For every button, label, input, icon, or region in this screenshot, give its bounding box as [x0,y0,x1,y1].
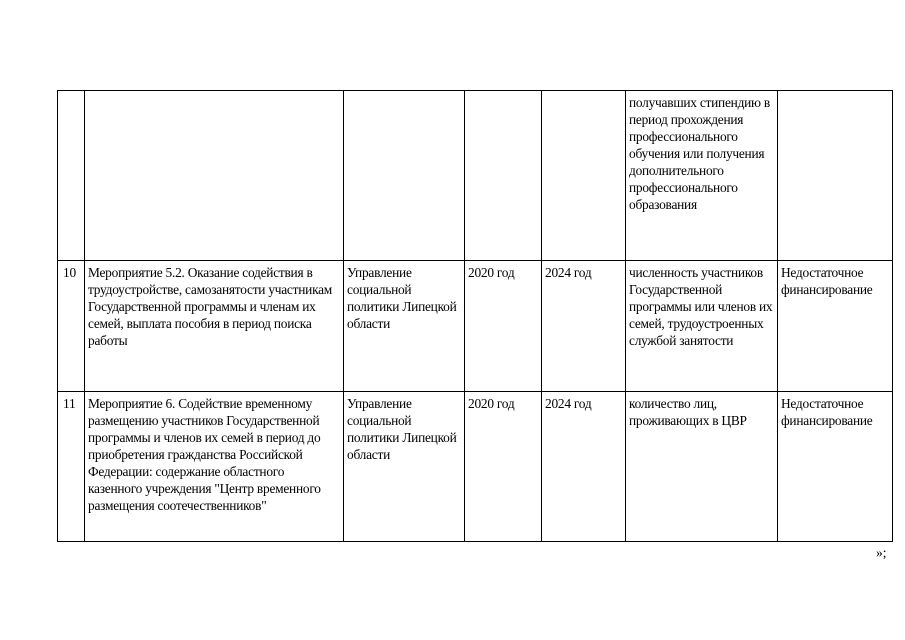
executor-cell: Управление социальной политики Липецкой области [344,392,465,542]
start-year-cell: 2020 год [465,392,542,542]
indicator-cell: численность участников Государственной программы или членов их семей, трудоустроенных службой занятости [626,261,778,392]
row-number-cell: 10 [58,261,85,392]
risk-cell: Недостаточное финансирование [778,261,893,392]
table-row [58,392,893,542]
start-year-cell: 2020 год [465,261,542,392]
program-measures-table [57,90,893,542]
executor-cell: Управление социальной политики Липецкой области [344,261,465,392]
risk-cell [778,91,893,261]
row-number-cell [58,91,85,261]
table-row [58,91,893,261]
closing-quote-mark: »; [876,545,887,560]
end-year-cell: 2024 год [542,392,626,542]
executor-cell [344,91,465,261]
table-row [58,261,893,392]
end-year-cell: 2024 год [542,261,626,392]
indicator-cell: получавших стипендию в период прохождения профессионального обучения или получения дополнительного профессионального образования [626,91,778,261]
row-number-cell: 11 [58,392,85,542]
action-cell: Мероприятие 5.2. Оказание содействия в трудоустройстве, самозанятости участникам Государственной программы и членам их семей, выплата пособия в период поиска работы [85,261,344,392]
end-year-cell [542,91,626,261]
action-cell [85,91,344,261]
start-year-cell [465,91,542,261]
action-cell: Мероприятие 6. Содействие временному размещению участников Государственной программы и членов их семей в период до приобретения гражданства Российской Федерации: содержание областного казенного учреждения "Центр временного размещения соотечественников" [85,392,344,542]
indicator-cell: количество лиц, проживающих в ЦВР [626,392,778,542]
risk-cell: Недостаточное финансирование [778,392,893,542]
